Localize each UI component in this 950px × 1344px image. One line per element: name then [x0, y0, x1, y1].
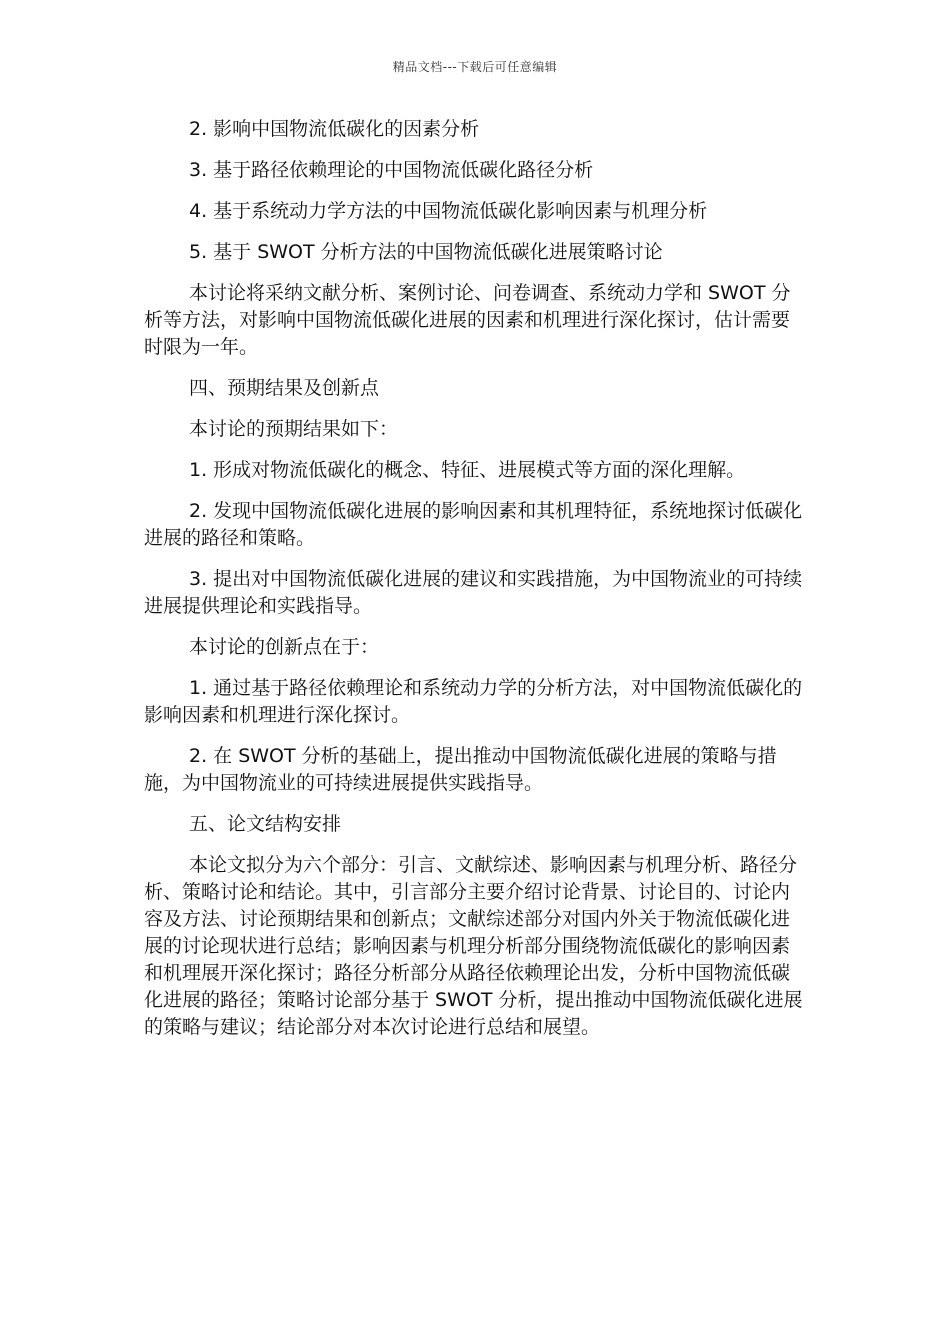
list-item: 3. 提出对中国物流低碳化进展的建议和实践措施，为中国物流业的可持续进展提供理论和实践指导。 — [144, 568, 803, 617]
list-item: 3. 基于路径依赖理论的中国物流低碳化路径分析 — [189, 159, 594, 181]
list-item: 4. 基于系统动力学方法的中国物流低碳化影响因素与机理分析 — [189, 200, 708, 222]
section-heading: 五、论文结构安排 — [189, 813, 342, 835]
section-heading: 四、预期结果及创新点 — [189, 377, 380, 399]
body-paragraph: 本讨论将采纳文献分析、案例讨论、问卷调查、系统动力学和 SWOT 分析等方法，对影响中国物流低碳化进展的因素和机理进行深化探讨，估计需要时限为一年。 — [144, 282, 791, 358]
list-item: 2. 影响中国物流低碳化的因素分析 — [189, 118, 480, 140]
list-item: 1. 通过基于路径依赖理论和系统动力学的分析方法，对中国物流低碳化的影响因素和机理进行深化探讨。 — [144, 677, 803, 726]
body-paragraph: 本论文拟分为六个部分：引言、文献综述、影响因素与机理分析、路径分析、策略讨论和结论。其中，引言部分主要介绍讨论背景、讨论目的、讨论内容及方法、讨论预期结果和创新点；文献综述部分对国内外关于物流低碳化进展的讨论现状进行总结；影响因素与机理分析部分围绕物流低碳化的影响因素和机理展开深化探讨；路径分析部分从路径依赖理论出发，分析中国物流低碳化进展的路径；策略讨论部分基于 SWOT 分析，提出推动中国物流低碳化进展的策略与建议；结论部分对本次讨论进行总结和展望。 — [144, 854, 803, 1038]
page-header: 精品文档---下载后可任意编辑 — [392, 60, 558, 74]
list-item: 1. 形成对物流低碳化的概念、特征、进展模式等方面的深化理解。 — [189, 459, 746, 481]
body-paragraph: 本讨论的创新点在于： — [189, 636, 380, 658]
list-item: 2. 发现中国物流低碳化进展的影响因素和其机理特征，系统地探讨低碳化进展的路径和策略。 — [144, 500, 803, 549]
document-body — [144, 116, 808, 1055]
list-item: 2. 在 SWOT 分析的基础上，提出推动中国物流低碳化进展的策略与措施，为中国物流业的可持续进展提供实践指导。 — [144, 745, 777, 794]
list-item: 5. 基于 SWOT 分析方法的中国物流低碳化进展策略讨论 — [189, 241, 663, 263]
body-paragraph: 本讨论的预期结果如下： — [189, 418, 399, 440]
